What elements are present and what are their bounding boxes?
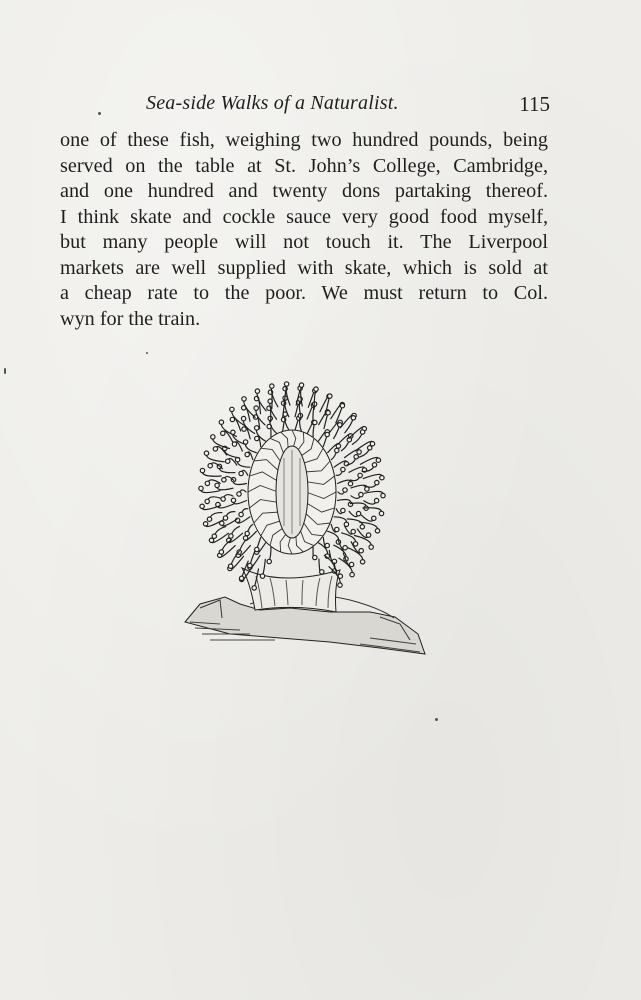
tentacle-tip [205,481,209,485]
tentacle-tip [221,431,225,435]
text-line: wyn for the train. [60,307,201,330]
tentacle-tip [231,498,235,502]
tentacle-tip [219,550,223,554]
tentacle-tip [348,502,352,506]
running-title: Sea-side Walks of a Naturalist. [146,92,399,114]
sea-anemone-engraving [180,372,430,662]
tentacle-tip [221,497,225,501]
tentacle-tip [328,394,332,398]
tentacle-tip [348,482,352,486]
tentacle-tip [260,574,264,578]
tentacle-tip [226,459,230,463]
tentacle-tip [343,546,347,550]
tentacle-tip [237,492,241,496]
tentacle-tip [360,525,364,529]
tentacle-tip [270,384,274,388]
tentacle-tip [335,527,339,531]
tentacle-tip [341,467,345,471]
tentacle-tip [372,463,376,467]
tentacle-tip [338,583,342,587]
tentacle-tip [354,455,358,459]
tentacle-tip [357,450,361,454]
tentacle-tip [380,476,384,480]
tentacle-tip [341,508,345,512]
tentacle-tip [222,478,226,482]
tentacle-tip [366,533,370,537]
tentacle-tip [351,416,355,420]
oral-disc [248,430,336,554]
tentacle-tip [215,483,219,487]
tentacle-tip [335,448,339,452]
page-number: 115 [519,92,550,116]
tentacle-tip [267,559,271,563]
tentacle-tip [255,426,259,430]
tentacle-tip [313,555,317,559]
text-line: markets are well supplied with skate, which is sold at [60,256,548,279]
tentacle-tip [209,538,213,542]
tentacle-tip [358,473,362,477]
tentacle-tip [239,576,243,580]
tentacle-tip [350,572,354,576]
tentacle-tip [360,560,364,564]
tentacle-tip [360,430,364,434]
tentacle-tip [200,504,204,508]
tentacle-tip [284,382,288,386]
tentacle-tip [200,468,204,472]
text-line: one of these fish, weighing two hundred pounds, being [60,129,548,151]
tentacle-tip [228,564,232,568]
tentacle-tip [351,529,355,533]
ink-speck [146,352,148,354]
tentacle-tip [245,452,249,456]
tentacle-tip [370,442,374,446]
tentacle [206,453,224,462]
tentacle-tip [230,417,234,421]
tentacle-tip [375,529,379,533]
ink-speck [435,718,438,721]
tentacle-tip [241,416,245,420]
anemone-column [242,568,340,612]
tentacle-tip [245,531,249,535]
text-line: but many people will not touch it. The Liverpool [60,231,548,253]
tentacle-tip [359,549,363,553]
tentacle-tip [219,420,223,424]
tentacle-tip [359,492,363,496]
tentacle-tip [343,488,347,492]
sea-anemone-illustration [180,372,430,662]
tentacle-tip [381,493,385,497]
tentacle-tip [205,499,209,503]
tentacle-tip [255,436,259,440]
running-head [60,88,550,116]
tentacle-tip [213,447,217,451]
text-line: served on the table at St. John’s College, Cambridge, [60,154,548,177]
tentacle-tip [255,389,259,393]
tentacle-tip [242,397,246,401]
ink-speck [4,368,6,374]
tentacle-tip [356,511,360,515]
ink-speck [98,112,101,115]
tentacle-tip [211,435,215,439]
tentacle-tip [320,570,324,574]
tentacle-tip [208,464,212,468]
tentacle-tip [314,387,318,391]
tentacle [286,384,290,405]
tentacle-tip [230,407,234,411]
tentacle-tip [349,562,353,566]
tentacle-tip [254,406,258,410]
tentacle-tip [207,517,211,521]
tentacle-tip [204,451,208,455]
text-line: and one hundred and twenty dons partaking thereof. [60,180,548,202]
tentacle-tip [353,542,357,546]
tentacle-tip [325,543,329,547]
tentacle-tip [376,458,380,462]
tentacle-tip [252,586,256,590]
tentacle-tip [239,512,243,516]
tentacle-tip [242,427,246,431]
tentacle-tip [372,516,376,520]
tentacle-tip [374,498,378,502]
text-line: a cheap rate to the poor. We must return to Col. [60,282,548,304]
tentacle-tip [239,471,243,475]
tentacle-tip [340,404,344,408]
tentacle-tip [379,511,383,515]
tentacle-tip [299,383,303,387]
tentacle-tip [212,534,216,538]
tentacle-tip [229,534,233,538]
body-paragraph [60,128,548,332]
text-line: I think skate and cockle sauce very good food myself, [60,205,548,228]
tentacle-tip [199,486,203,490]
tentacle-tip [203,522,207,526]
tentacle-tip [369,545,373,549]
tentacle-tip [368,446,372,450]
tentacle-tip [375,480,379,484]
